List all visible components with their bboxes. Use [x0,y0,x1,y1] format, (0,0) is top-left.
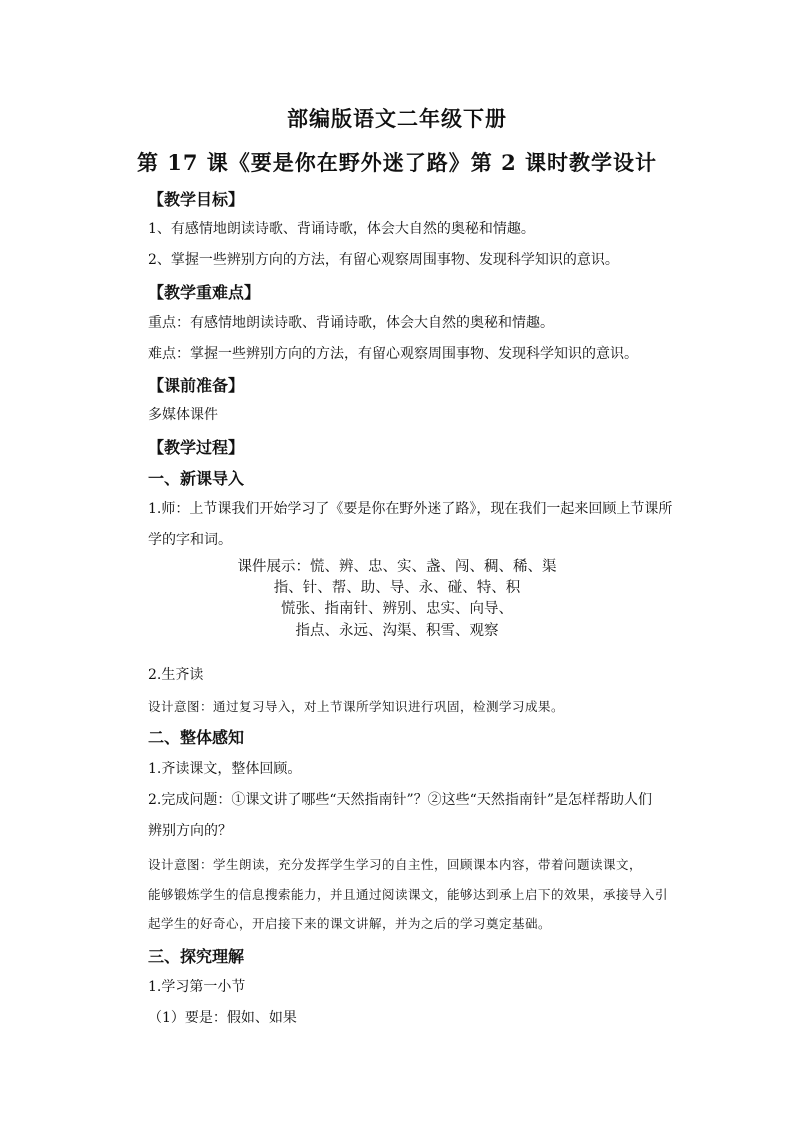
part2-intent-line1: 设计意图：学生朗读，充分发挥学生学习的自主性，回顾课本内容，带着问题读课文， [148,857,643,872]
part1-design-intent: 设计意图：通过复习导入，对上节课所学知识进行巩固，检测学习成果。 [148,699,565,714]
part2-step2-line1: 2.完成问题：①课文讲了哪些“天然指南针”？②这些“天然指南针”是怎样帮助人们 [148,792,652,808]
preparation-heading: 【课前准备】 [148,376,245,395]
display-line-2: 指、针、帮、助、导、永、碰、特、积 [273,580,521,596]
part2-step1: 1.齐读课文，整体回顾。 [148,761,302,777]
document-title: 部编版语文二年级下册 [287,106,507,131]
part2-intent-line3: 起学生的好奇心，开启接下来的课文讲解，并为之后的学习奠定基础。 [148,916,552,931]
key-point-difficulty: 难点：掌握一些辨别方向的方法，有留心观察周围事物、发现科学知识的意识。 [148,346,638,362]
part2-intent-line2: 能够锻炼学生的信息搜索能力，并且通过阅读课文，能够达到承上启下的效果，承接导入引 [148,887,669,902]
part2-heading: 二、整体感知 [148,728,245,747]
key-point-focus: 重点：有感情地朗读诗歌、背诵诗歌，体会大自然的奥秘和情趣。 [148,315,554,331]
part3-heading: 三、探究理解 [148,947,245,966]
process-heading: 【教学过程】 [148,438,245,457]
part2-step2-line2: 辨别方向的？ [148,823,232,839]
objectives-heading: 【教学目标】 [148,190,245,209]
part1-heading: 一、新课导入 [148,469,245,488]
part3-sub1: （1）要是：假如、如果 [148,1010,297,1026]
display-line-1: 课件展示：慌、辨、忠、实、盏、闯、稠、稀、渠 [237,559,557,575]
display-line-4: 指点、永远、沟渠、积雪、观察 [295,623,499,639]
part3-step1: 1.学习第一小节 [148,979,246,995]
part1-step1-line2: 学的字和词。 [148,532,232,548]
part1-step2: 2.生齐读 [148,667,204,683]
display-line-3: 慌张、指南针、辨别、忠实、向导、 [281,601,513,617]
part1-step1-line1: 1.师：上节课我们开始学习了《要是你在野外迷了路》，现在我们一起来回顾上节课所 [148,501,673,517]
key-points-heading: 【教学重难点】 [148,283,261,302]
lesson-title: 第 17 课《要是你在野外迷了路》第 2 课时教学设计 [136,150,658,175]
objective-item-1: 1、有感情地朗读诗歌、背诵诗歌，体会大自然的奥秘和情趣。 [148,221,535,237]
preparation-text: 多媒体课件 [148,407,218,423]
objective-item-2: 2、掌握一些辨别方向的方法，有留心观察周围事物、发现科学知识的意识。 [148,252,619,268]
